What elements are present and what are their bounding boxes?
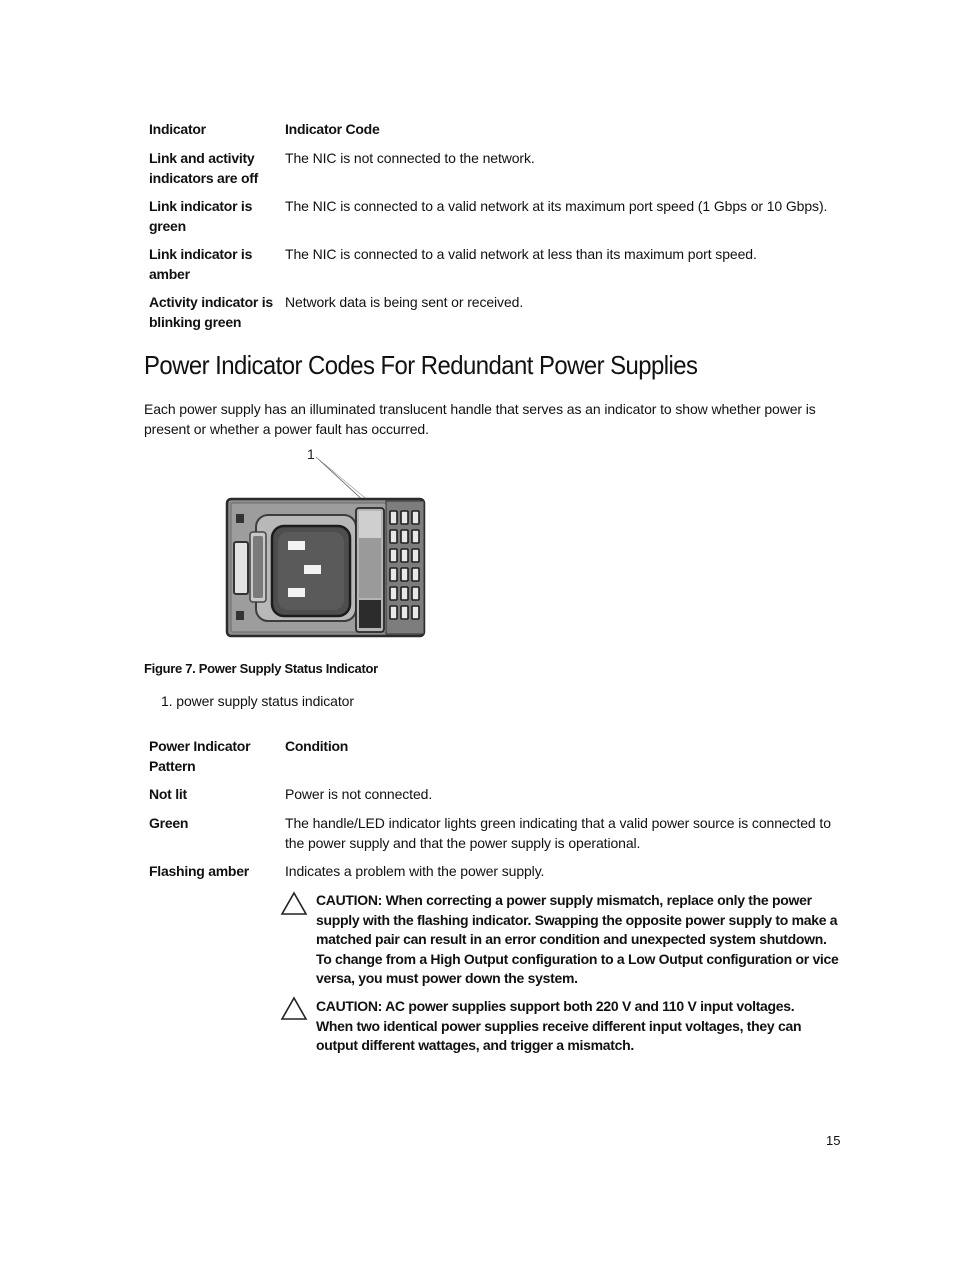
table-cell-condition: Power is not connected. (285, 786, 433, 802)
caution-triangle-icon (280, 996, 308, 1022)
table-cell-code: The NIC is connected to a valid network at its maximum port speed (1 Gbps or 10 Gbps). (285, 198, 828, 214)
page-number: 15 (826, 1133, 841, 1148)
table-cell-pattern: Not lit (149, 786, 187, 802)
table-cell-indicator: Link indicator is green (149, 198, 253, 234)
table-cell-pattern: Green (149, 815, 189, 831)
table-header-pattern: Power Indicator Pattern (149, 738, 251, 774)
figure-callout-number: 1 (307, 446, 315, 462)
intro-paragraph: Each power supply has an illuminated translucent handle that serves as an indicator to show whether power is present or whether a power fault has occurred. (144, 401, 816, 437)
figure-legend-item: 1. power supply status indicator (161, 693, 354, 709)
table-cell-indicator: Link and activity indicators are off (149, 150, 259, 186)
table-cell-indicator: Link indicator is amber (149, 246, 253, 282)
power-supply-illustration (220, 444, 430, 642)
table-cell-indicator: Activity indicator is blinking green (149, 294, 273, 330)
table-cell-condition: The handle/LED indicator lights green indicating that a valid power source is connected to the power supply and that the power supply is operational. (285, 815, 831, 851)
table-header-indicator-code: Indicator Code (285, 121, 380, 137)
caution-note: CAUTION: When correcting a power supply mismatch, replace only the power supply with the flashing indicator. Swapping the opposite power supply to make a matched pair can result in an error condition and unexpected system shutdown. To change from a High Output configuration to a Low Output configuration or vice versa, you must power down the system. (316, 892, 839, 986)
inlet-pin (304, 565, 321, 574)
section-title: Power Indicator Codes For Redundant Power Supplies (144, 350, 698, 380)
caution-note: CAUTION: AC power supplies support both 220 V and 110 V input voltages. When two identical power supplies receive different input voltages, they can output different wattages, and trigger a mismatch. (316, 998, 802, 1053)
inlet-pin (288, 541, 305, 550)
callout-leader-line (316, 457, 367, 504)
table-cell-pattern: Flashing amber (149, 863, 249, 879)
figure-caption: Figure 7. Power Supply Status Indicator (144, 661, 378, 676)
table-cell-condition: Indicates a problem with the power supply. (285, 863, 545, 879)
table-header-indicator: Indicator (149, 121, 206, 137)
latch-handle (234, 542, 248, 594)
table-header-condition: Condition (285, 738, 349, 754)
table-cell-code: Network data is being sent or received. (285, 294, 524, 310)
inlet-pin (288, 588, 305, 597)
table-cell-code: The NIC is not connected to the network. (285, 150, 535, 166)
caution-triangle-icon (280, 891, 308, 917)
table-cell-code: The NIC is connected to a valid network at less than its maximum port speed. (285, 246, 757, 262)
